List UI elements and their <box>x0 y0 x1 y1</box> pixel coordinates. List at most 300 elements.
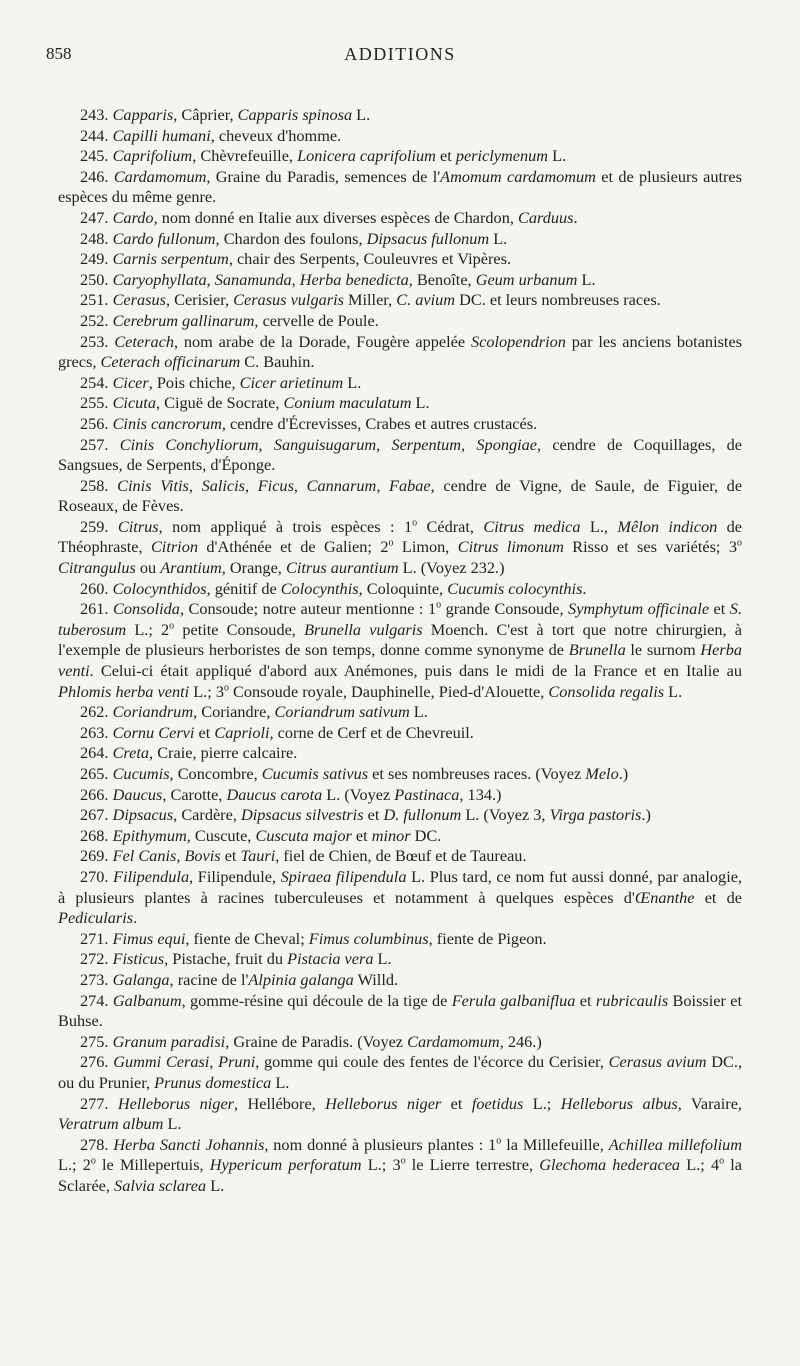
entry-text: Colocynthidos <box>112 578 207 598</box>
glossary-entry <box>58 1052 742 1093</box>
entry-text: , fiente de Pigeon. <box>428 928 547 948</box>
entry-text: 269. <box>80 846 113 866</box>
entry-text: ou <box>135 558 161 578</box>
entry-text: Fel Canis <box>112 846 177 866</box>
entry-text: et <box>709 599 730 619</box>
entry-text: Salvia sclarea <box>114 1175 207 1195</box>
entry-text: periclymenum <box>455 146 549 166</box>
entry-text: o <box>388 538 394 550</box>
entry-text: Gummi Cerasi <box>113 1052 210 1072</box>
entry-text: Epithymum <box>112 825 187 845</box>
entry-text: Dipsacus fullonum <box>366 228 490 248</box>
entry-text: , génitif de <box>206 578 281 598</box>
entry-text: Prunus domestica <box>154 1072 272 1092</box>
entry-text: Helleborus albus <box>560 1093 678 1113</box>
entry-text: Cinis Conchyliorum <box>119 434 259 454</box>
entry-text: le Millepertuis, <box>95 1155 210 1175</box>
entry-text: Cinis cancrorum <box>112 413 222 433</box>
entry-text: le surnom <box>625 640 701 660</box>
entry-text: DC., ou du Prunier, <box>58 1052 743 1092</box>
entry-text: de Théophraste, <box>58 516 743 557</box>
entry-text: L. <box>352 105 371 124</box>
entry-text: Cardo fullonum <box>112 228 216 248</box>
entry-text: , <box>188 475 202 495</box>
page-number: 858 <box>46 44 72 63</box>
entry-text: . Celui-ci était appliqué d'abord aux Anémones, puis dans le midi de la France et en Italie au <box>89 661 742 681</box>
entry-text: Cornu Cervi <box>112 722 195 742</box>
entry-text: 267. <box>80 805 113 825</box>
entry-text: Cerasus vulgaris <box>233 290 344 310</box>
entry-text: , corne de Cerf et de Chevreuil. <box>269 722 474 742</box>
entry-text: Colocynthis <box>280 578 359 598</box>
entry-text: Ceterach officinarum <box>100 352 241 372</box>
entry-text: Carnis serpentum <box>112 249 229 269</box>
entry-text: Cerasus <box>112 290 166 310</box>
entry-text: Citrion <box>150 537 198 557</box>
entry-text: , nom appliqué à trois espèces : 1 <box>158 516 413 536</box>
entry-text: Tauri <box>240 846 276 866</box>
entry-text: L. <box>409 702 428 722</box>
entry-text: . <box>133 908 138 928</box>
entry-text: Pastinaca <box>394 784 460 804</box>
entry-text: , cheveux d'homme. <box>210 125 342 145</box>
page-header <box>0 44 800 74</box>
entry-text: 244. <box>80 125 113 145</box>
entry-text: o <box>169 620 175 632</box>
entry-text: DC. <box>410 825 442 845</box>
glossary-entry <box>58 290 742 311</box>
entry-text: Herba Sancti Johannis <box>113 1134 265 1154</box>
entry-text: , racine de l' <box>169 969 249 989</box>
glossary-entry <box>58 970 742 991</box>
entry-text: Brunella vulgaris <box>304 619 423 639</box>
entry-text: L. (Voyez 232.) <box>398 558 505 578</box>
glossary-entry <box>58 332 742 373</box>
entry-text: , Orange, <box>221 558 286 578</box>
entry-text: , gomme-résine qui découle de la tige de <box>181 990 452 1010</box>
entry-text: Cannarum <box>306 475 377 495</box>
entry-text: , Cardère, <box>173 805 241 825</box>
entry-text: Ceterach <box>114 331 174 351</box>
entry-text: Galbanum <box>112 990 182 1010</box>
entry-text: Sanguisugarum <box>273 434 377 454</box>
entry-text: Œnanthe <box>634 887 695 907</box>
entry-text: rubricaulis <box>595 990 669 1010</box>
entry-text: o <box>223 682 229 694</box>
entry-text: o <box>719 1155 725 1167</box>
entry-text: , Coloquinte, <box>358 578 448 598</box>
entry-text: L. <box>373 949 392 969</box>
entry-text: Cerebrum gallinarum <box>112 310 255 330</box>
entry-text: Cardamomum <box>407 1031 500 1051</box>
entry-text: et de <box>694 887 742 907</box>
entry-text: , nom donné en Italie aux diverses espèces de Chardon, <box>153 207 518 227</box>
entry-text: .) <box>641 805 651 825</box>
entry-text: . <box>573 207 578 227</box>
entry-text: 260. <box>80 578 113 598</box>
glossary-entry <box>58 270 742 291</box>
entry-text: L.; 3 <box>361 1155 401 1175</box>
entry-text: Citrus limonum <box>457 537 564 557</box>
entry-text: et de plusieurs autres espèces du même genre. <box>58 166 742 207</box>
entry-text: Cédrat, <box>417 516 484 536</box>
entry-text: Fimus equi <box>112 928 186 948</box>
entry-text: Cicuta <box>112 393 156 413</box>
entry-text: 256. <box>80 413 113 433</box>
entry-text: 270. <box>80 866 114 886</box>
glossary-entry <box>58 393 742 414</box>
entry-text: L. <box>343 372 362 392</box>
glossary-entry <box>58 579 742 600</box>
entry-text: L. <box>577 269 596 289</box>
entry-text: Cardamomum <box>113 166 207 186</box>
entry-text: Carduus <box>517 207 574 227</box>
entry-text: Caryophyllata <box>112 269 207 289</box>
entry-text: Glechoma hederacea <box>539 1155 681 1175</box>
entry-text: Dipsacus silvestris <box>240 805 364 825</box>
entry-text: Cerasus avium <box>608 1052 707 1072</box>
entry-text: Consolida regalis <box>548 681 665 701</box>
entry-text: 273. <box>80 969 113 989</box>
entry-text: 247. <box>80 207 113 227</box>
entry-text: Citrus medica <box>483 516 581 536</box>
entry-text: et ses nombreuses races. (Voyez <box>368 764 586 783</box>
entry-text: , Câprier, <box>173 105 238 124</box>
entry-text: Spongiae <box>476 434 537 454</box>
entry-text: Willd. <box>353 969 399 989</box>
entry-text: , 134.) <box>459 784 502 804</box>
entry-text: 258. <box>80 475 118 495</box>
entry-text: 275. <box>80 1031 113 1051</box>
glossary-entry <box>58 229 742 250</box>
entry-text: Coriandrum <box>112 702 194 722</box>
entry-text: et <box>194 722 215 742</box>
entry-text: C. avium <box>396 290 456 310</box>
entry-text: Daucus <box>112 784 163 804</box>
entry-text: Ferula galbaniflua <box>451 990 576 1010</box>
entry-text: et <box>435 146 456 166</box>
entry-text: L. <box>206 1175 225 1195</box>
entry-text: Arantium <box>160 558 222 578</box>
entry-text: Salicis <box>201 475 245 495</box>
entry-text: 261. <box>80 599 113 619</box>
glossary-entry <box>58 249 742 270</box>
entry-text: foetidus <box>471 1093 524 1113</box>
glossary-entry <box>58 517 742 579</box>
entry-text: Sanamunda <box>214 269 292 289</box>
entry-text: Herba benedicta <box>299 269 409 289</box>
entry-text: , Pistache, fruit du <box>164 949 288 969</box>
entry-text: Pruni <box>218 1052 256 1072</box>
entry-text: L. (Voyez 3, <box>461 805 550 825</box>
entry-text: grande Consoude, <box>441 599 569 619</box>
glossary-entry <box>58 105 742 126</box>
entry-text: et <box>220 846 241 866</box>
entry-text: Melo <box>585 764 619 783</box>
entry-text: Phlomis herba venti <box>58 681 190 701</box>
entry-text: 268. <box>80 825 113 845</box>
entry-text: , fiel de Chien, de Bœuf et de Taureau. <box>275 846 527 866</box>
entry-text: L. <box>548 146 567 166</box>
entry-text: C. Bauhin. <box>240 352 315 372</box>
entry-text: 253. <box>80 331 115 351</box>
entry-text: , 246.) <box>499 1031 542 1051</box>
entry-text: , fiente de Cheval; <box>185 928 309 948</box>
entry-text: et <box>441 1093 472 1113</box>
entry-text: , <box>176 846 185 866</box>
entry-text: 277. <box>80 1093 118 1113</box>
entry-text: la Millefeuille, <box>501 1134 609 1154</box>
glossary-entry <box>58 991 742 1032</box>
entry-text: L. <box>411 393 430 413</box>
entry-text: 250. <box>80 269 113 289</box>
entry-text: Cucumis colocynthis <box>447 578 583 598</box>
entry-text: Moench. C'est à tort que notre chirurgien, à l'exemple de plusieurs herboristes de son temps, donne comme synonyme de <box>58 619 742 660</box>
entry-text: 255. <box>80 393 113 413</box>
glossary-entry <box>58 126 742 147</box>
glossary-entry <box>58 702 742 723</box>
entry-text: , Ciguë de Socrate, <box>155 393 284 413</box>
entry-text: , Carotte, <box>162 784 227 804</box>
entry-text: Virga pastoris <box>549 805 642 825</box>
entry-text: 251. <box>80 290 113 310</box>
entry-text: L. Plus tard, ce nom fut aussi donné, par analogie, à plusieurs plantes à racines tuberculeuses et notamment à quelques espèces d' <box>58 866 743 907</box>
entry-text: Cardo <box>112 207 154 227</box>
entry-text: , Consoude; notre auteur mentionne : 1 <box>179 599 437 619</box>
entry-text: Daucus carota <box>226 784 323 804</box>
entry-text: et <box>575 990 596 1010</box>
entry-text: par les anciens botanistes grecs, <box>58 331 743 372</box>
entry-text: 265. <box>80 764 113 783</box>
entry-text: Lonicera caprifolium <box>297 146 436 166</box>
entry-text: petite Consoude, <box>174 619 305 639</box>
glossary-entry <box>58 1094 742 1135</box>
entry-text: Veratrum album <box>58 1114 164 1134</box>
entry-text: o <box>737 538 742 550</box>
entry-text: L. <box>163 1114 182 1134</box>
entry-text: o <box>496 1135 502 1147</box>
entry-text: Boissier et Buhse. <box>58 990 743 1031</box>
entry-text: 276. <box>80 1052 114 1072</box>
entry-text: , cervelle de Poule. <box>254 310 379 330</box>
entry-text: Miller, <box>343 290 397 310</box>
entry-text: 278. <box>80 1134 114 1154</box>
entry-text: , cendre d'Écrevisses, Crabes et autres crustacés. <box>221 413 538 433</box>
entry-list <box>58 105 742 1196</box>
entry-text: Cicer arietinum <box>239 372 344 392</box>
entry-text: .) <box>618 764 629 783</box>
entry-text: Mêlon indicon <box>617 516 718 536</box>
glossary-entry <box>58 146 742 167</box>
glossary-entry <box>58 929 742 950</box>
entry-text: , <box>245 475 258 495</box>
entry-text: Alpinia galanga <box>248 969 354 989</box>
entry-text: , chair des Serpents, Couleuvres et Vipères. <box>228 249 512 269</box>
entry-text: L.; 2 <box>126 619 170 639</box>
glossary-entry <box>58 1135 742 1197</box>
entry-text: , Cuscute, <box>186 825 256 845</box>
entry-text: L. <box>271 1072 290 1092</box>
entry-text: Risso et ses variétés; 3 <box>563 537 737 557</box>
entry-text: 274. <box>80 990 113 1010</box>
entry-text: 272. <box>80 949 113 969</box>
entry-text: Helleborus niger <box>117 1093 235 1113</box>
entry-text: Pistacia vera <box>287 949 374 969</box>
entry-text: DC. et leurs nombreuses races. <box>455 290 661 310</box>
entry-text: o <box>412 517 418 529</box>
entry-text: Helleborus niger <box>325 1093 442 1113</box>
entry-text: minor <box>371 825 411 845</box>
entry-text: , cendre de Coquillages, de Sangsues, de Serpents, d'Éponge. <box>58 434 743 475</box>
glossary-entry <box>58 846 742 867</box>
entry-text: Cicer <box>112 372 149 392</box>
entry-text: 243. <box>80 105 113 124</box>
glossary-entry <box>58 599 742 702</box>
entry-text: 249. <box>80 249 113 269</box>
entry-text: , gomme qui coule des fentes de l'écorce du Cerisier, <box>255 1052 609 1072</box>
entry-text: Cuscuta major <box>255 825 352 845</box>
entry-text: L. <box>664 681 683 701</box>
entry-text: Brunella <box>568 640 626 660</box>
entry-text: , Pois chiche, <box>148 372 240 392</box>
glossary-entry <box>58 373 742 394</box>
entry-text: , Chèvrefeuille, <box>192 146 298 166</box>
entry-text: Cucumis sativus <box>261 764 369 783</box>
glossary-entry <box>58 826 742 847</box>
entry-text: o <box>400 1155 406 1167</box>
entry-text: , nom arabe de la Dorade, Fougère appelée <box>174 331 471 351</box>
entry-text: Herba venti <box>58 640 742 681</box>
entry-text: L.; 3 <box>189 681 224 701</box>
entry-text: 263. <box>80 722 113 742</box>
entry-text: Conium maculatum <box>283 393 412 413</box>
entry-text: L., <box>580 516 618 536</box>
entry-text: Bovis <box>184 846 221 866</box>
entry-text: Caprifolium <box>112 146 193 166</box>
entry-text: Dipsacus <box>112 805 174 825</box>
entry-text: 264. <box>80 743 113 763</box>
entry-text: 254. <box>80 372 113 392</box>
entry-text: Limon, <box>393 537 458 557</box>
entry-text: Spiraea filipendula <box>280 866 407 886</box>
entry-text: , Craie, pierre calcaire. <box>149 743 298 763</box>
entry-text: le Lierre terrestre, <box>405 1155 540 1175</box>
entry-text: , cendre de Vigne, de Saule, de Figuier, de Roseaux, de Fèves. <box>58 475 743 516</box>
glossary-entry <box>58 167 742 208</box>
entry-text: L. <box>489 228 508 248</box>
entry-text: Capilli humani <box>112 125 211 145</box>
entry-text: 266. <box>80 784 113 804</box>
entry-text: la Sclarée, <box>58 1155 743 1195</box>
entry-text: o <box>436 599 442 611</box>
entry-text: , <box>258 434 274 454</box>
entry-text: o <box>90 1155 96 1167</box>
entry-text: Ficus <box>257 475 294 495</box>
glossary-entry <box>58 414 742 435</box>
entry-text: Citrangulus <box>58 558 136 578</box>
entry-text: Pedicularis <box>58 908 134 928</box>
entry-text: 257. <box>80 434 120 454</box>
entry-text: Citrus <box>117 516 159 536</box>
entry-text: , Cerisier, <box>165 290 234 310</box>
entry-text: , Benoîte, <box>408 269 476 289</box>
entry-text: 246. <box>80 166 114 186</box>
entry-text: Cucumis <box>112 764 170 783</box>
entry-text: Fisticus <box>112 949 165 969</box>
entry-text: Fimus columbinus <box>308 928 429 948</box>
entry-text: D. fullonum <box>383 805 462 825</box>
entry-text: Capparis <box>112 105 174 124</box>
entry-text: Scolopendrion <box>470 331 566 351</box>
entry-text: Caprioli <box>214 722 270 742</box>
entry-text: , <box>293 475 307 495</box>
entry-text: , <box>376 434 392 454</box>
glossary-entry <box>58 723 742 744</box>
entry-text: , <box>376 475 390 495</box>
entry-text: Coriandrum sativum <box>274 702 410 722</box>
entry-text: L.; 2 <box>58 1155 91 1175</box>
glossary-entry <box>58 949 742 970</box>
entry-text: Geum urbanum <box>475 269 578 289</box>
entry-text: , Filipendule, <box>189 866 281 886</box>
entry-text: Serpentum <box>391 434 462 454</box>
entry-text: , Coriandre, <box>193 702 275 722</box>
entry-text: , nom donné à plusieurs plantes : 1 <box>264 1134 497 1154</box>
entry-text: L.; 4 <box>680 1155 720 1175</box>
entry-text: Filipendula <box>113 866 190 886</box>
entry-text: , Hellébore, <box>234 1093 326 1113</box>
entry-text: , Graine de Paradis. (Voyez <box>225 1031 408 1051</box>
entry-text: 248. <box>80 228 113 248</box>
entry-text: Hypericum perforatum <box>209 1155 362 1175</box>
entry-text: Amomum cardamomum <box>440 166 596 186</box>
entry-text: Citrus aurantium <box>285 558 399 578</box>
glossary-entry <box>58 208 742 229</box>
entry-text: Fabae <box>389 475 431 495</box>
entry-text: , Graine du Paradis, semences de l' <box>206 166 441 186</box>
glossary-entry <box>58 785 742 806</box>
entry-text: , <box>461 434 477 454</box>
entry-text: 271. <box>80 928 113 948</box>
entry-text: Consoude royale, Dauphinelle, Pied-d'Alouette, <box>228 681 549 701</box>
entry-text: Cinis Vitis <box>117 475 189 495</box>
entry-text: Creta <box>112 743 150 763</box>
entry-text: et <box>363 805 384 825</box>
entry-text: , Concombre, <box>169 764 262 783</box>
entry-text: L. (Voyez <box>322 784 395 804</box>
glossary-entry <box>58 743 742 764</box>
entry-text: 259. <box>80 516 118 536</box>
entry-text: . <box>582 578 587 598</box>
entry-text: Capparis spinosa <box>237 105 353 124</box>
glossary-entry <box>58 476 742 517</box>
entry-text: , <box>291 269 300 289</box>
entry-text: 262. <box>80 702 113 722</box>
entry-text: Symphytum officinale <box>568 599 710 619</box>
glossary-entry <box>58 1032 742 1053</box>
entry-text: L.; <box>523 1093 561 1113</box>
glossary-entry <box>58 435 742 476</box>
entry-text: 245. <box>80 146 113 166</box>
glossary-entry <box>58 764 742 785</box>
entry-text: d'Athénée et de Galien; 2 <box>198 537 389 557</box>
entry-text: Granum paradisi <box>112 1031 226 1051</box>
entry-text: et <box>351 825 372 845</box>
entry-text: Achillea millefolium <box>608 1134 743 1154</box>
glossary-entry <box>58 867 742 929</box>
entry-text: 252. <box>80 310 113 330</box>
entry-text: S. tuberosum <box>58 599 743 639</box>
